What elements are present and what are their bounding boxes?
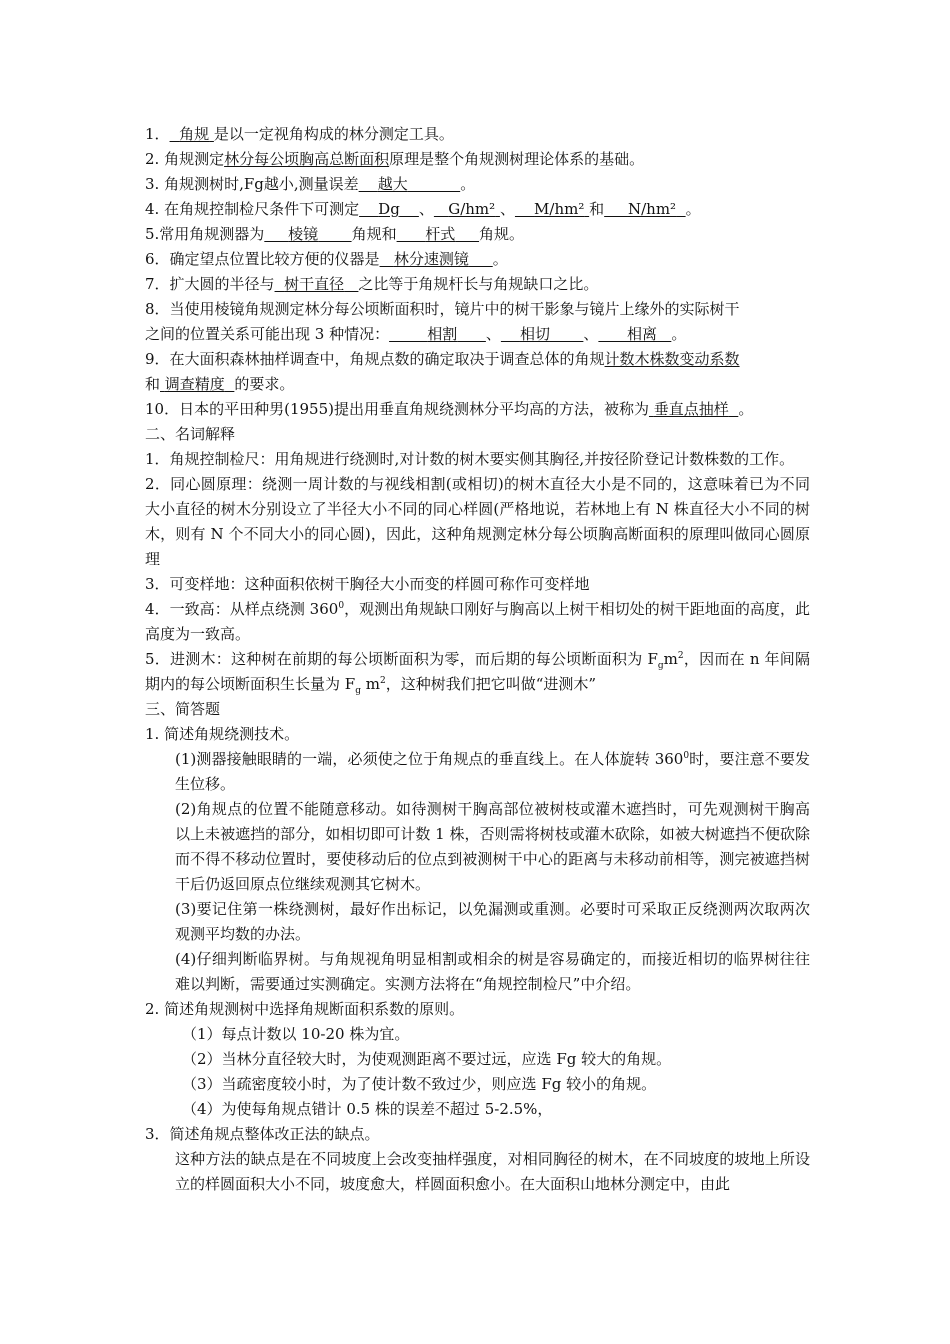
q4-answer-2: G/hm² [448,200,496,218]
q3-text-a: 3. 角规测树时,Fg越小,测量误差 [145,175,359,193]
fill-q4 [145,197,810,222]
definition-1: 1．角规控制检尺：用角规进行绕测时,对计数的树木要实侧其胸径,并按径阶登记计数株数的工作。 [145,450,795,468]
q5-text-b: 角规和 [351,225,397,243]
q4-sep-2: 、 [499,200,515,218]
fill-q8-line2 [145,322,810,347]
answer-q2-item-4: （4）为使每角规点错计 0.5 株的误差不超过 5-2.5%， [182,1100,553,1118]
q8-answer-2: 相切 [519,325,550,343]
q4-answer-4: N/hm² [627,200,677,218]
answer-q2-item-1: （1）每点计数以 10-20 株为宜。 [182,1025,410,1043]
q8-sep-1: 、 [485,325,501,343]
q3-text-b: 。 [460,175,476,193]
q7-answer: 树干直径 [284,275,345,293]
fill-q5 [145,222,810,247]
q8-sep-2: 、 [583,325,599,343]
short-answer-q1: 1. 简述角规绕测技术。 [145,725,300,743]
q5-text-a: 5.常用角规测器为 [145,225,265,243]
q3-answer: 越大 [377,175,408,193]
q6-text-b: 。 [492,250,508,268]
q9-text-b: 和 [145,375,161,393]
fill-q9-line1 [145,347,810,372]
q2-answer: 林分每公顷胸高总断面积 [224,150,390,168]
q4-text-a: 4. 在角规控制检尺条件下可测定 [145,200,360,218]
section-3-title: 三、简答题 [145,700,221,718]
answer-q3-p1: 这种方法的缺点是在不同坡度上会改变抽样强度，对相同胸径的树木，在不同坡度的坡地上所设立的样圆面积大小不同，坡度愈大，样圆面积愈小。在大面积山地林分测定中，由此 [175,1150,810,1193]
fill-q6 [145,247,810,272]
fill-q3 [145,172,810,197]
definition-3: 3．可变样地：这种面积依树干胸径大小而变的样圆可称作可变样地 [145,575,590,593]
fill-q9-line2 [145,372,810,397]
fill-q7 [145,272,810,297]
q10-text-a: 10．日本的平田种男(1955)提出用垂直角规绕测林分平均高的方法，被称为 [145,400,649,418]
fill-q8-line1: 8．当使用棱镜角规测定林分每公顷断面积时，镜片中的树干影象与镜片上缘外的实际树干 [145,300,740,318]
q9-text-a: 9．在大面积森林抽样调查中，角规点数的确定取决于调查总体的角规 [145,350,605,368]
definition-4: 4．一致高：从样点绕测 $360^0$，观测出角规缺口刚好与胸高以上树干相切处的树干距地面的高度，此高度为一致高。 [145,600,810,643]
q4-sep-3: 和 [589,200,605,218]
q7-text-b: 之比等于角规杆长与角规缺口之比。 [358,275,599,293]
q8-text-a: 之间的位置关系可能出现 3 种情况： [145,325,390,343]
q9-text-c: 的要求。 [234,375,295,393]
answer-q1-p4: (4)仔细判断临界树。与角规视角明显相割或相余的树是容易确定的，而接近相切的临界树往往难以判断，需要通过实测确定。实测方法将在“角规控制检尺”中介绍。 [175,950,810,993]
answer-q2-item-3: （3）当疏密度较小时，为了使计数不致过少，则应选 Fg 较小的角规。 [182,1075,657,1093]
q5-answer-1: 棱镜 [288,225,319,243]
q9-answer-2: 调查精度 [164,375,225,393]
answer-q1-p2: (2)角规点的位置不能随意移动。如待测树干胸高部位被树枝或灌木遮挡时，可先观测树干胸高以上未被遮挡的部分，如相切即可计数 1 株，否则需将树枝或灌木砍除，如被大树遮挡不便砍除而不得不移动位置时，要使移动后的位点到被测树干中心的距离与未移动前相等，测完被遮挡树干后仍返回原点位继续观测其它树木。 [175,800,810,893]
q2-text-b: 原理是整个角规测树理论体系的基础。 [389,150,645,168]
q6-answer: 林分速测镜 [393,250,469,268]
definition-2: 2．同心圆原理：绕测一周计数的与视线相割(或相切)的树木直径大小是不同的，这意味着已为不同大小直径的树木分别设立了半径大小不同的同心样圆(严格地说，若林地上有 N 株直径大小不同的树木，则有 N 个不同大小的同心圆)，因此，这种角规测定林分每公顷胸高断面积的原理叫做同心圆原理 [145,475,810,568]
q8-answer-3: 相离 [627,325,658,343]
section-2-title: 二、名词解释 [145,425,236,443]
q5-text-c: 角规。 [479,225,525,243]
q2-text-a: 2. 角规测定 [145,150,225,168]
q4-answer-1: Dg [378,200,400,218]
q10-end: 。 [738,400,754,418]
q5-answer-2: 杆式 [425,225,456,243]
answer-q2-item-2: （2）当林分直径较大时，为使观测距离不要过远，应选 Fg 较大的角规。 [182,1050,672,1068]
q8-answer-1: 相割 [427,325,458,343]
q4-end: 。 [685,200,701,218]
q1-answer: 角规 [179,125,210,143]
q9-answer-1: 计数木株数变动系数 [604,350,740,368]
q7-text-a: 7．扩大圆的半径与 [145,275,275,293]
fill-q1 [145,122,810,147]
q6-text-a: 6．确定望点位置比较方便的仪器是 [145,250,380,268]
fill-q2 [145,147,810,172]
q10-answer: 垂直点抽样 [653,400,729,418]
fill-q10 [145,397,810,422]
q4-sep-1: 、 [418,200,434,218]
definition-5: 5．进测木：这种树在前期的每公顷断面积为零，而后期的每公顷断面积为 $F_gm^2$，因而在 n 年间隔期内的每公顷断面积生长量为 $F_g$ $m^2$，这种树我们把它叫做“进测木” [145,650,810,696]
short-answer-q3: 3．简述角规点整体改正法的缺点。 [145,1125,380,1143]
answer-q1-p3: (3)要记住第一株绕测树，最好作出标记，以免漏测或重测。必要时可采取正反绕测两次取两次观测平均数的办法。 [175,900,810,943]
q8-end: 。 [671,325,687,343]
q1-number: 1． [145,125,170,143]
answer-q1-p1: (1)测器接触眼睛的一端，必须使之位于角规点的垂直线上。在人体旋转 $360^0$时，要注意不要发生位移。 [175,750,810,793]
document-page [145,122,810,1197]
short-answer-q2: 2. 简述角规测树中选择角规断面积系数的原则。 [145,1000,465,1018]
q4-answer-3: M/hm² [534,200,585,218]
q1-text: 是以一定视角构成的林分测定工具。 [213,125,454,143]
